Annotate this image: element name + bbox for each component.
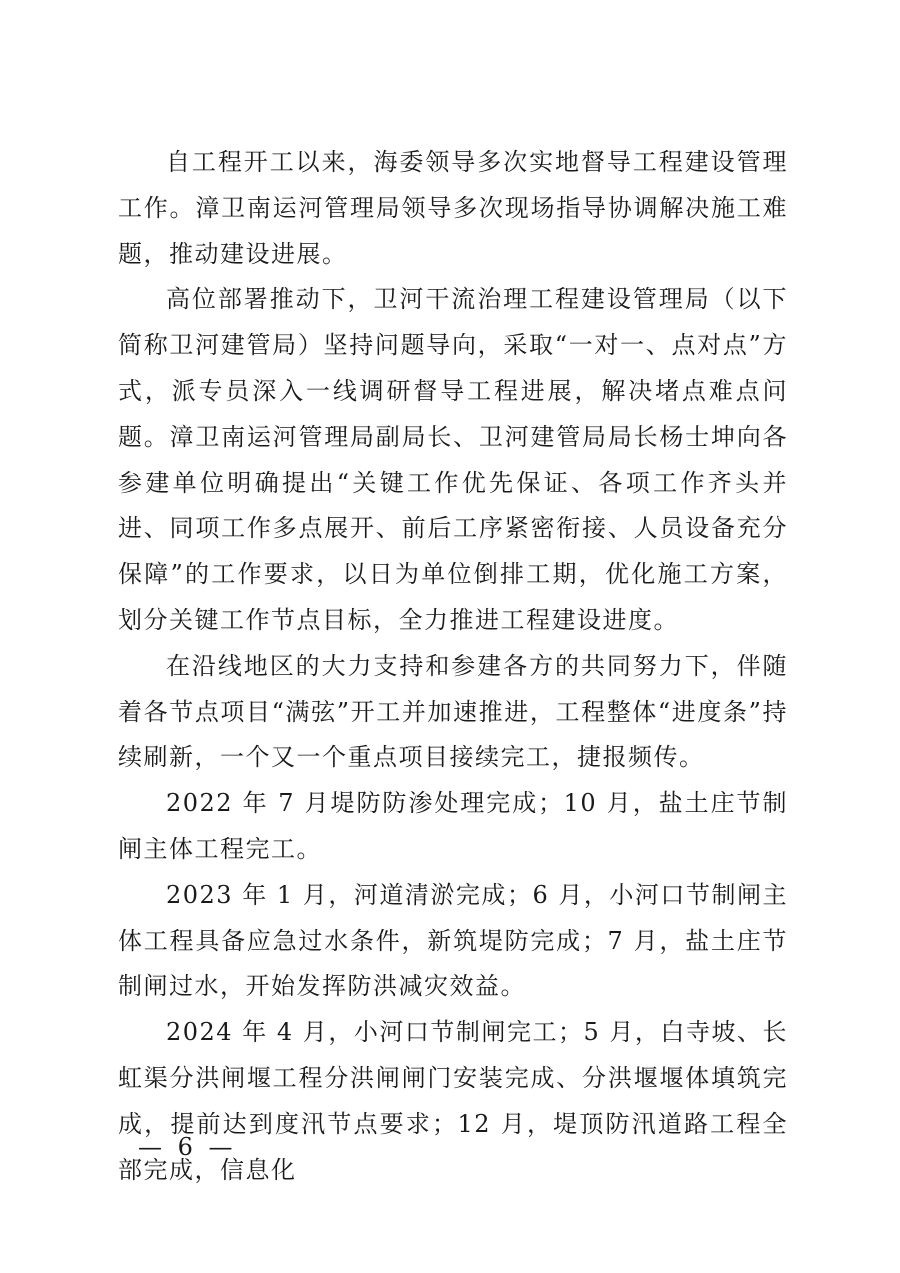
paragraph: 高位部署推动下，卫河干流治理工程建设管理局（以下简称卫河建管局）坚持问题导向，采取“一对一、点对点”方式，派专员深入一线调研督导工程进展，解决堵点难点问题。漳卫南运河管理局副局长、卫河建管局局长杨士坤向各参建单位明确提出“关键工作优先保证、各项工作齐头并进、同项工作多点展开、前后工序紧密衔接、人员设备充分保障”的工作要求，以日为单位倒排工期，优化施工方案，划分关键工作节点目标，全力推进工程建设进度。 [118, 285, 788, 634]
document-body [118, 140, 788, 1193]
paragraph: 2023 年 1 月，河道清淤完成；6 月，小河口节制闸主体工程具备应急过水条件，新筑堤防完成；7 月，盐土庄节制闸过水，开始发挥防洪减灾效益。 [118, 880, 788, 1001]
paragraph: 自工程开工以来，海委领导多次实地督导工程建设管理工作。漳卫南运河管理局领导多次现场指导协调解决施工难题，推动建设进展。 [118, 148, 788, 268]
paragraph: 2022 年 7 月堤防防渗处理完成；10 月，盐土庄节制闸主体工程完工。 [118, 789, 788, 863]
paragraph: 在沿线地区的大力支持和参建各方的共同努力下，伴随着各节点项目“满弦”开工并加速推进，工程整体“进度条”持续刷新，一个又一个重点项目接续完工，捷报频传。 [118, 651, 788, 772]
page-number: — 6 — [138, 1133, 237, 1161]
paragraph: 2024 年 4 月，小河口节制闸完工；5 月，白寺坡、长虹渠分洪闸堰工程分洪闸闸门安装完成、分洪堰堰体填筑完成，提前达到度汛节点要求；12 月，堤顶防汛道路工程全部完成，信息化 [118, 1018, 788, 1184]
